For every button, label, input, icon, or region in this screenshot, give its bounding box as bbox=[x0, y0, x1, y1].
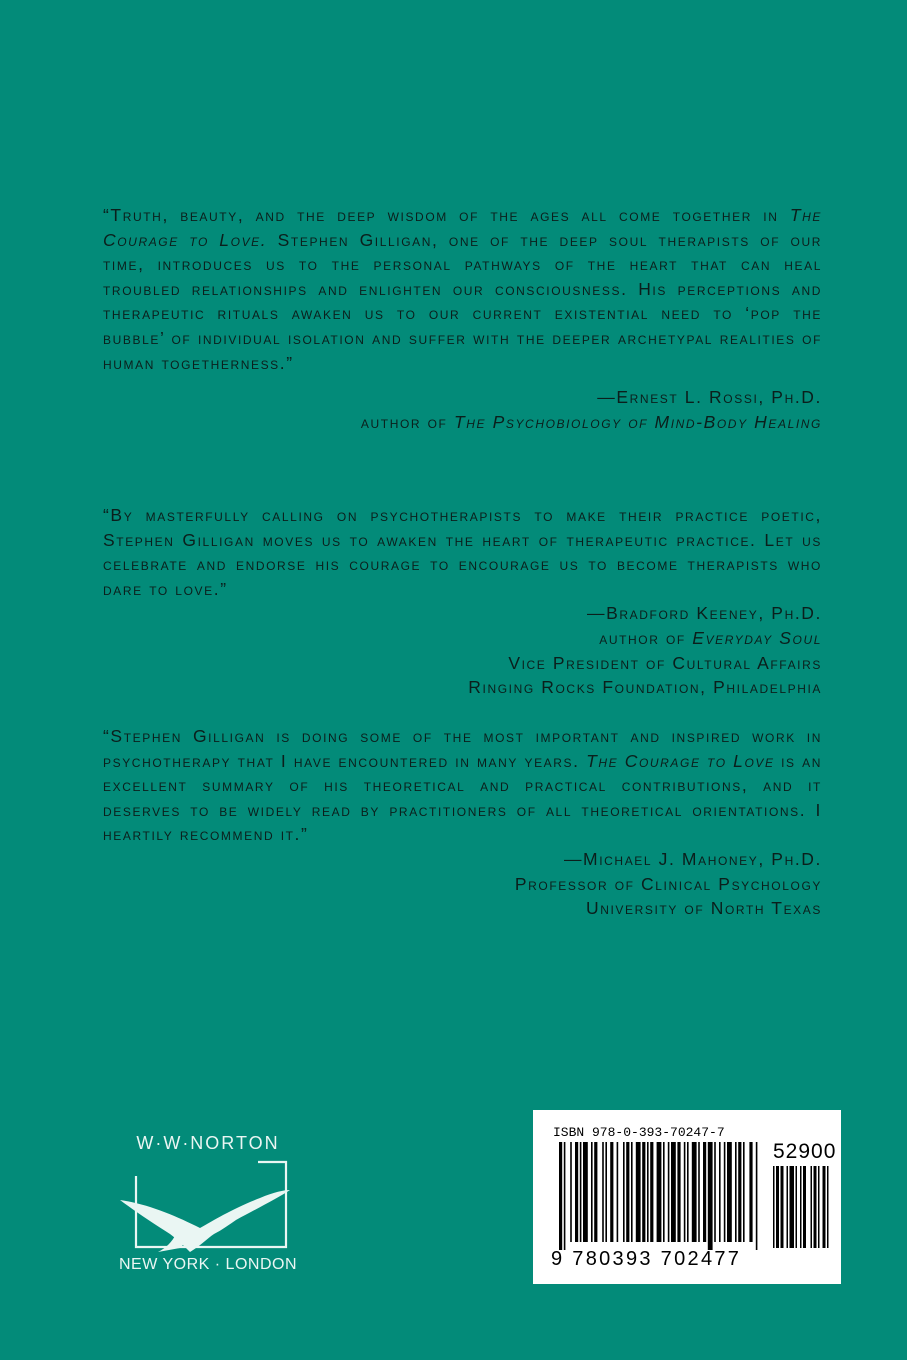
blurb-quote: “Stephen Gilligan is doing some of the most important and inspired work in psychotherapy that I have encountered in many years. The Courage to Love is an excellent summary of his theoretical and practical contributions, and it deserves to be widely read by practitioners of all theoretical orientations. I heartily recommend it.” bbox=[103, 726, 822, 845]
barcode-bar bbox=[580, 1142, 582, 1242]
barcode-bar bbox=[575, 1142, 578, 1242]
barcode-bar bbox=[735, 1142, 737, 1242]
barcode-bar bbox=[650, 1142, 653, 1242]
book-title: The Courage to Love bbox=[586, 750, 775, 771]
barcode-bar bbox=[749, 1142, 752, 1242]
addon-bar bbox=[818, 1166, 820, 1248]
barcode-bar bbox=[719, 1142, 721, 1242]
blurb-rossi bbox=[103, 203, 822, 434]
barcode-bar bbox=[623, 1142, 625, 1242]
barcode-bar bbox=[642, 1142, 645, 1242]
publisher-name: W·W·NORTON bbox=[136, 1133, 280, 1153]
blurb-affiliation: Professor of Clinical Psychology bbox=[514, 873, 822, 894]
barcode-bar bbox=[583, 1142, 588, 1242]
barcode-bar bbox=[564, 1142, 566, 1250]
barcode-bar bbox=[610, 1142, 613, 1242]
barcode-bar bbox=[708, 1142, 713, 1250]
barcode-bar bbox=[703, 1142, 706, 1242]
addon-bar bbox=[781, 1166, 784, 1248]
barcode-bar bbox=[698, 1142, 700, 1242]
price-code: 52900 bbox=[773, 1140, 837, 1163]
blurb-author: —Ernest L. Rossi, Ph.D. bbox=[597, 387, 822, 408]
addon-bar bbox=[814, 1166, 817, 1248]
addon-bar bbox=[790, 1166, 795, 1248]
ean-digits: 9 780393 702477 bbox=[551, 1248, 742, 1270]
publisher-logo bbox=[118, 1132, 298, 1276]
barcode-bar bbox=[647, 1142, 649, 1242]
addon-bar bbox=[823, 1166, 826, 1248]
addon-bar bbox=[787, 1166, 789, 1248]
blurb-credit: author of The Psychobiology of Mind-Body Healing bbox=[360, 411, 822, 432]
book-title: The Courage to Love. bbox=[103, 205, 822, 250]
barcode-bar bbox=[692, 1142, 697, 1242]
blurb-quote: “By masterfully calling on psychotherapists to make their practice poetic, Stephen Gilligan moves us to awaken the heart of therapeutic practice. Let us celebrate and endorse his courage to encourage us to become therapists who dare to love.” bbox=[103, 505, 822, 599]
barcode-bar bbox=[594, 1142, 597, 1242]
blurb-author: —Michael J. Mahoney, Ph.D. bbox=[563, 848, 822, 869]
barcode-bar bbox=[687, 1142, 689, 1242]
addon-bar bbox=[796, 1166, 798, 1248]
barcode-bar bbox=[677, 1142, 680, 1242]
addon-bar bbox=[773, 1166, 775, 1248]
barcode-bar bbox=[591, 1142, 593, 1242]
addon-bar bbox=[776, 1166, 779, 1248]
addon-bar bbox=[827, 1166, 829, 1248]
barcode-bar bbox=[631, 1142, 633, 1242]
barcode-bar bbox=[684, 1142, 686, 1242]
blurb-affiliation: Ringing Rocks Foundation, Philadelphia bbox=[468, 677, 822, 698]
blurb-affiliation: University of North Texas bbox=[585, 898, 822, 919]
addon-bar bbox=[800, 1166, 802, 1248]
blurb-credit: author of Everyday Soul bbox=[599, 627, 822, 648]
barcode-bar bbox=[738, 1142, 741, 1242]
barcode-bar bbox=[657, 1142, 662, 1242]
addon-bar bbox=[811, 1166, 813, 1248]
barcode-bar bbox=[743, 1142, 745, 1242]
barcode-bar bbox=[559, 1142, 562, 1250]
barcode-bar bbox=[663, 1142, 665, 1242]
barcode-bar bbox=[605, 1142, 607, 1242]
addon-bar bbox=[803, 1166, 806, 1248]
isbn-label: ISBN 978-0-393-70247-7 bbox=[553, 1125, 725, 1140]
seagull-icon bbox=[118, 1154, 298, 1252]
barcode-bar bbox=[617, 1142, 619, 1242]
blurb-keeney bbox=[103, 503, 822, 700]
barcode-bar bbox=[668, 1142, 670, 1242]
barcode-bar bbox=[636, 1142, 641, 1242]
barcode-bar bbox=[626, 1142, 629, 1242]
barcode-bar bbox=[570, 1142, 572, 1242]
barcode-bar bbox=[602, 1142, 604, 1242]
barcode-bar bbox=[756, 1142, 758, 1250]
barcode-area bbox=[533, 1110, 841, 1284]
barcode-bar bbox=[671, 1142, 676, 1242]
blurb-author: —Bradford Keeney, Ph.D. bbox=[587, 603, 822, 624]
barcode-bar bbox=[724, 1142, 726, 1242]
publisher-cities: NEW YORK · LONDON bbox=[119, 1256, 297, 1273]
blurb-quote: “Truth, beauty, and the deep wisdom of the ages all come together in The Courage to Love. Stephen Gilligan, one of the deep soul therapists of our time, introduces us to the personal pathways of the heart that can heal troubled relationships and enlighten our consciousness. His perceptions and therapeutic rituals awaken us to our current existential need to ‘pop the bubble’ of individual isolation and suffer with the deeper archetypal realities of human togetherness.” bbox=[103, 205, 822, 373]
blurb-affiliation: Vice President of Cultural Affairs bbox=[508, 652, 822, 673]
barcode-bar bbox=[727, 1142, 732, 1242]
barcode-bar bbox=[714, 1142, 716, 1242]
blurb-mahoney bbox=[103, 724, 822, 921]
